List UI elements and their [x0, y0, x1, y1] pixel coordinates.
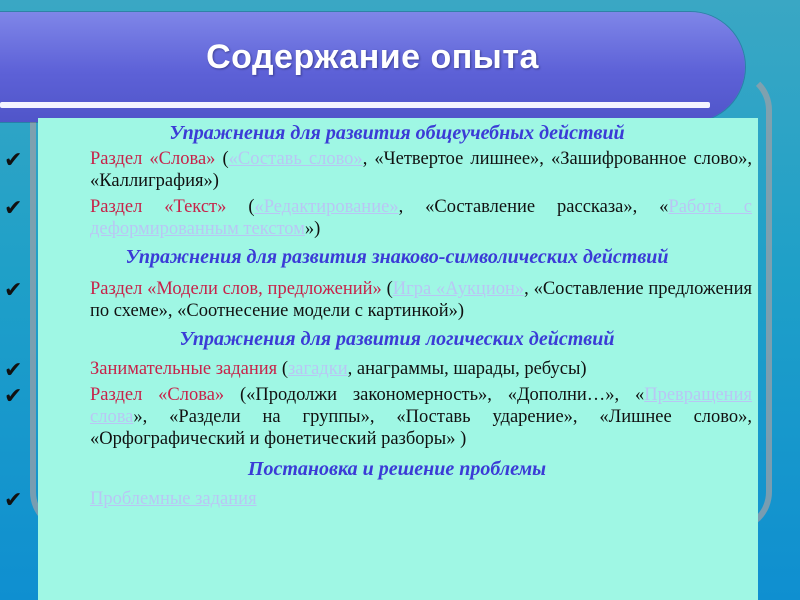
item-lead: Раздел «Модели слов, предложений» [90, 279, 382, 299]
checkmark-icon: ✔ [4, 384, 23, 409]
content-list [4, 122, 756, 513]
item-text: ( [226, 197, 255, 217]
checkmark-icon: ✔ [4, 196, 23, 221]
item-text: , анаграммы, шарады, ребусы) [347, 359, 587, 379]
item-lead: Раздел «Слова» [90, 149, 216, 169]
item-text: », «Раздели на группы», «Поставь ударение», «Лишнее слово», «Орфографический и фонетический разборы» ) [90, 407, 752, 449]
list-item [4, 278, 756, 322]
item-text: ») [304, 219, 321, 239]
page-title: Содержание опыта [206, 38, 539, 76]
item-text: , «Составление предложения по схеме», «Соотнесение модели с картинкой») [90, 279, 752, 321]
section-heading-logical: Упражнения для развития логических действий [179, 328, 615, 350]
list-item [4, 148, 756, 192]
item-lead: Раздел «Текст» [90, 197, 227, 217]
item-lead: Занимательные задания [90, 359, 278, 379]
hyperlink[interactable]: «Составь слово» [228, 149, 363, 169]
hyperlink[interactable]: Проблемные задания [90, 489, 257, 509]
checkmark-icon: ✔ [4, 148, 23, 173]
item-text: («Продолжи закономерность», «Дополни…», « [224, 385, 645, 405]
hyperlink[interactable]: загадки [287, 359, 348, 379]
hyperlink[interactable]: Работа с деформированным текстом [90, 197, 752, 239]
item-text: , «Составление рассказа», « [398, 197, 669, 217]
item-text: , «Четвертое лишнее», «Зашифрованное слово», «Каллиграфия») [90, 149, 752, 191]
item-lead: Раздел «Слова» [90, 385, 225, 405]
hyperlink[interactable]: Превращения слова [90, 385, 752, 427]
checkmark-icon: ✔ [4, 358, 23, 383]
hyperlink[interactable]: «Редактирование» [254, 197, 399, 217]
section-heading-problems: Постановка и решение проблемы [247, 458, 547, 480]
list-item [4, 488, 756, 513]
section-heading-symbolic: Упражнения для развития знаково-символических действий [125, 246, 669, 268]
item-text: ( [215, 149, 229, 169]
item-text: ( [381, 279, 393, 299]
checkmark-icon: ✔ [4, 488, 23, 513]
list-item [4, 384, 756, 450]
checkmark-icon: ✔ [4, 278, 23, 303]
list-item [4, 196, 756, 240]
item-text: ( [277, 359, 288, 379]
hyperlink[interactable]: Игра «Аукцион» [392, 279, 525, 299]
section-heading-general: Упражнения для развития общеучебных действий [169, 122, 625, 144]
title-underline [0, 102, 710, 108]
list-item [4, 358, 756, 383]
